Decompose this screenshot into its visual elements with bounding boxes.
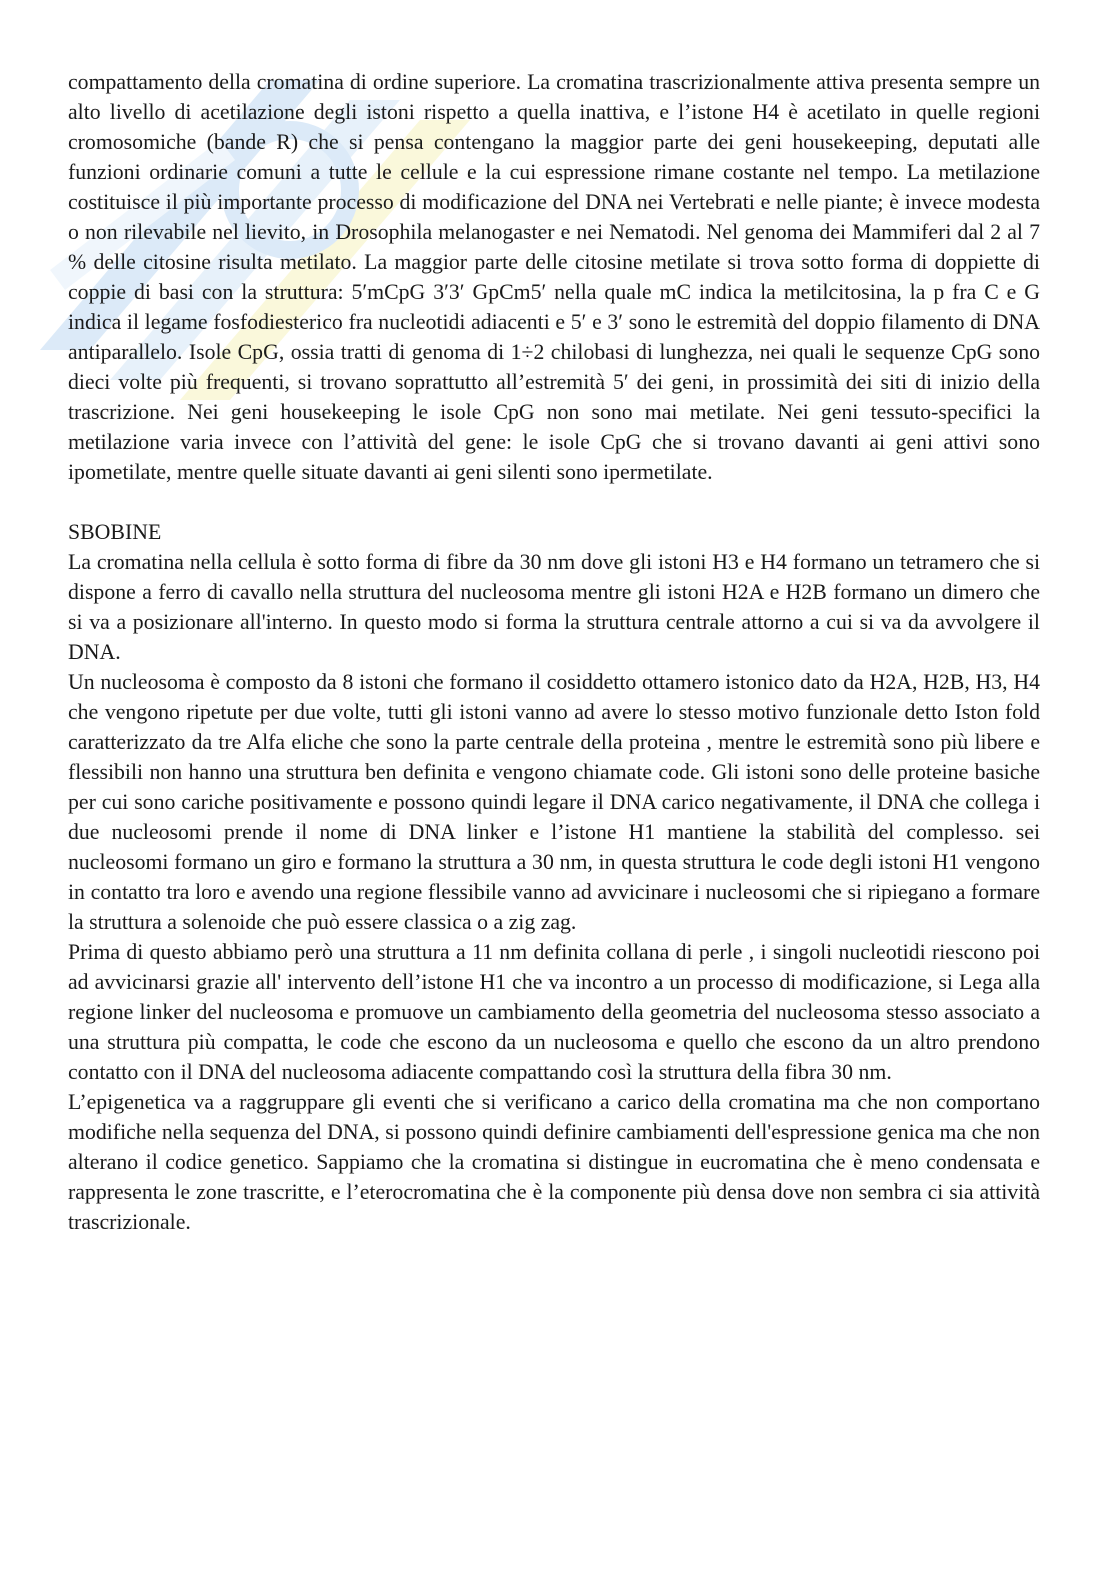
body-paragraph: L’epigenetica va a raggruppare gli eventi che si verificano a carico della cromatina ma che non comportano modifiche nella sequenza del DNA, si possono quindi definire cambiamenti dell'espressione genica ma che non alterano il codice genetico. Sappiamo che la cromatina si distingue in eucromatina che è meno condensata e rappresenta le zone trascritte, e l’eterocromatina che è la componente più densa dove non sembra ci sia attività trascrizionale. [68,1090,1040,1234]
body-paragraph: Un nucleosoma è composto da 8 istoni che formano il cosiddetto ottamero istonico dato da H2A, H2B, H3, H4 che vengono ripetute per due volte, tutti gli istoni vanno ad avere lo stesso motivo funzionale detto Iston fold caratterizzato da tre Alfa eliche che sono la parte centrale della proteina , mentre le estremità sono più libere e flessibili non hanno una struttura ben definita e vengono chiamate code. Gli istoni sono delle proteine basiche per cui sono cariche positivamente e possono quindi legare il DNA carico negativamente, il DNA che collega i due nucleosomi prende il nome di DNA linker e l’istone H1 mantiene la stabilità del complesso. sei nucleosomi formano un giro e formano la struttura a 30 nm, in questa struttura le code degli istoni H1 vengono in contatto tra loro e avendo una regione flessibile vanno ad avvicinare i nucleosomi che si ripiegano a formare la struttura a solenoide che può essere classica o a zig zag. [68,670,1040,934]
section-spacer [68,487,1040,517]
body-paragraph: Prima di questo abbiamo però una struttura a 11 nm definita collana di perle , i singoli nucleotidi riescono poi ad avvicinarsi grazie all' intervento dell’istone H1 che va incontro a un processo di modificazione, si Lega alla regione linker del nucleosoma e promuove un cambiamento della geometria del nucleosoma stesso associato a una struttura più compatta, le code che escono da un nucleosoma e quello che escono da un altro prendono contatto con il DNA del nucleosoma adiacente compattando così la struttura della fibra 30 nm. [68,940,1040,1084]
body-paragraph: La cromatina nella cellula è sotto forma di fibre da 30 nm dove gli istoni H3 e H4 formano un tetramero che si dispone a ferro di cavallo nella struttura del nucleosoma mentre gli istoni H2A e H2B formano un dimero che si va a posizionare all'interno. In questo modo si forma la struttura centrale attorno a cui si va da avvolgere il DNA. [68,550,1040,664]
document-body [68,67,1040,1237]
intro-paragraph: compattamento della cromatina di ordine superiore. La cromatina trascrizionalmente attiva presenta sempre un alto livello di acetilazione degli istoni rispetto a quella inattiva, e l’istone H4 è acetilato in quelle regioni cromosomiche (bande R) che si pensa contengano la maggior parte dei geni housekeeping, deputati alle funzioni ordinarie comuni a tutte le cellule e la cui espressione rimane costante nel tempo. La metilazione costituisce il più importante processo di modificazione del DNA nei Vertebrati e nelle piante; è invece modesta o non rilevabile nel lievito, in Drosophila melanogaster e nei Nematodi. Nel genoma dei Mammiferi dal 2 al 7 % delle citosine risulta metilato. La maggior parte delle citosine metilate si trova sotto forma di doppiette di coppie di basi con la struttura: 5′mCpG 3′3′ GpCm5′ nella quale mC indica la metilcitosina, la p fra C e G indica il legame fosfodiesterico fra nucleotidi adiacenti e 5′ e 3′ sono le estremità del doppio filamento di DNA antiparallelo. Isole CpG, ossia tratti di genoma di 1÷2 chilobasi di lunghezza, nei quali le sequenze CpG sono dieci volte più frequenti, si trovano soprattutto all’estremità 5′ dei geni, in prossimità dei siti di inizio della trascrizione. Nei geni housekeeping le isole CpG non sono mai metilate. Nei geni tessuto-specifici la metilazione varia invece con l’attività del gene: le isole CpG che si trovano davanti ai geni attivi sono ipometilate, mentre quelle situate davanti ai geni silenti sono ipermetilate. [68,70,1040,484]
section-heading: SBOBINE [68,520,162,544]
